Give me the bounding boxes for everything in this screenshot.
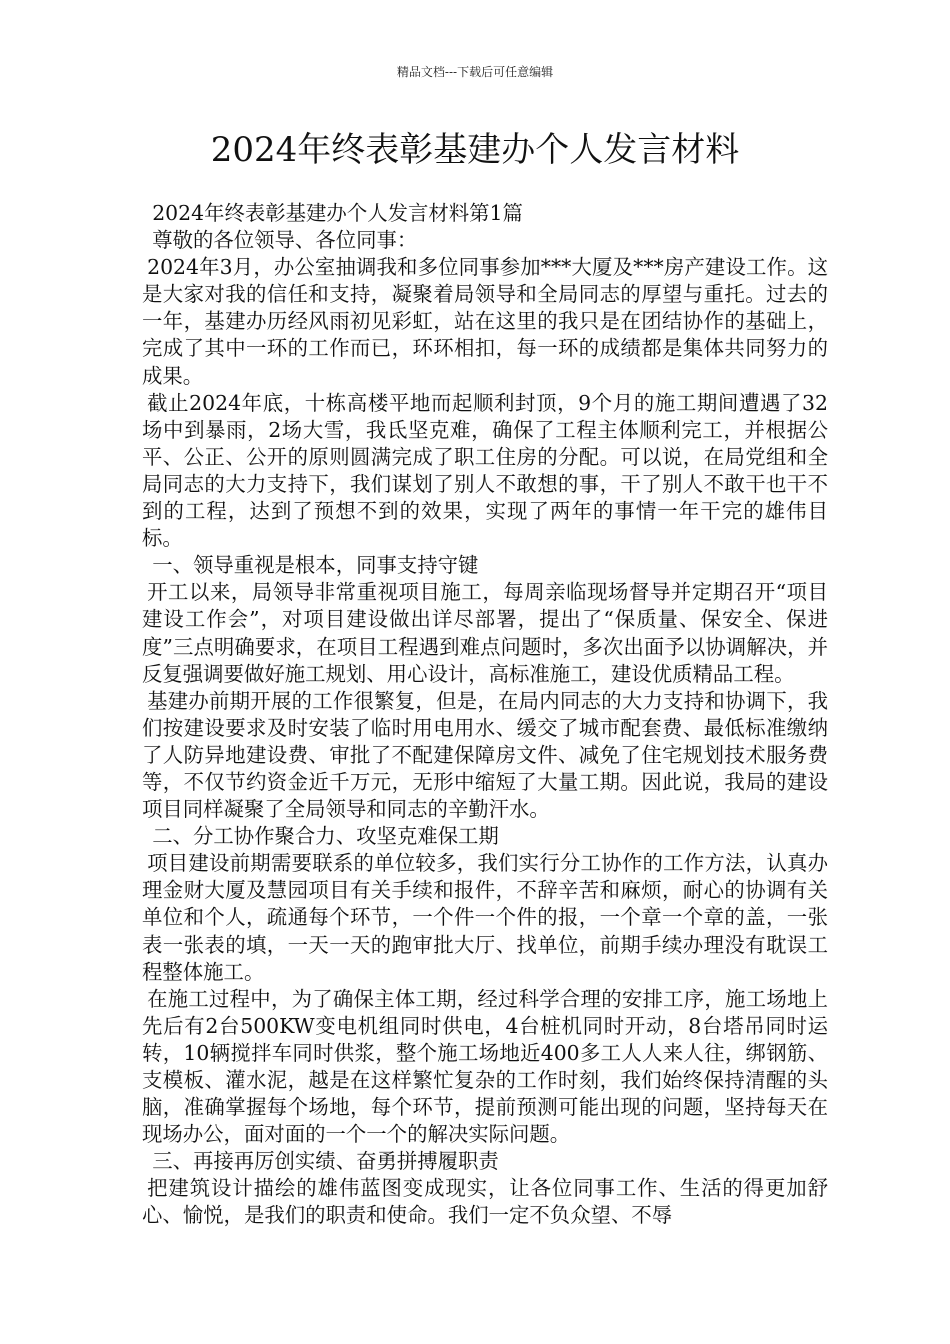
section-heading: 一、领导重视是根本，同事支持守键 (152, 553, 479, 578)
paragraph: 开工以来，局领导非常重视项目施工，每周亲临现场督导并定期召开“项目建设工作会”，对项目建设做出详尽部署，提出了“保质量、保安全、保进度”三点明确要求，在项目工程遇到难点问题时，多次出面予以协调解决，并反复强调要做好施工规划、用心设计，高标准施工，建设优质精品工程。 (142, 580, 828, 686)
section-heading: 二、分工协作聚合力、攻坚克难保工期 (152, 824, 499, 849)
section-subtitle: 2024年终表彰基建办个人发言材料第1篇 (152, 201, 523, 225)
paragraph: 截止2024年底，十栋高楼平地而起顺利封顶，9个月的施工期间遭遇了32场中到暴雨，2场大雪，我氐坚克难，确保了工程主体顺利完工，并根据公平、公正、公开的原则圆满完成了职工住房的分配。可以说，在局党组和全局同志的大力支持下，我们谋划了别人不敢想的事，干了别人不敢干也干不到的工程，达到了预想不到的效果，实现了两年的事情一年干完的雄伟目标。 (142, 390, 828, 551)
paragraph: 基建办前期开展的工作很繁复，但是，在局内同志的大力支持和协调下，我们按建设要求及时安装了临时用电用水、缓交了城市配套费、最低标准缴纳了人防异地建设费、审批了不配建保障房文件、减免了住宅规划技术服务费等，不仅节约资金近千万元，无形中缩短了大量工期。因此说，我局的建设项目同样凝聚了全局领导和同志的辛勤汗水。 (142, 688, 828, 822)
document-title: 2024年终表彰基建办个人发言材料 (210, 130, 740, 170)
section-heading: 三、再接再厉创实绩、奋勇拼搏履职责 (152, 1149, 499, 1174)
document-body (142, 200, 828, 1230)
paragraph: 2024年3月，办公室抽调我和多位同事参加***大厦及***房产建设工作。这是大家对我的信任和支持，凝聚着局领导和全局同志的厚望与重托。过去的一年，基建办历经风雨初见彩虹，站在这里的我只是在团结协作的基础上，完成了其中一环的工作而已，环环相扣，每一环的成绩都是集体共同努力的成果。 (142, 255, 828, 388)
header-note: 精品文档---下载后可任意编辑 (396, 65, 554, 79)
paragraph: 在施工过程中，为了确保主体工期，经过科学合理的安排工序，施工场地上先后有2台500KW变电机组同时供电，4台桩机同时开动，8台塔吊同时运转，10辆搅拌车同时供浆，整个施工场地近400多工人人来人往，绑钢筋、支模板、灌水泥，越是在这样繁忙复杂的工作时刻，我们始终保持清醒的头脑，准确掌握每个场地，每个环节，提前预测可能出现的问题，坚持每天在现场办公，面对面的一个一个的解决实际问题。 (142, 986, 828, 1147)
salutation: 尊敬的各位领导、各位同事： (152, 228, 418, 253)
paragraph: 把建筑设计描绘的雄伟蓝图变成现实，让各位同事工作、生活的得更加舒心、愉悦，是我们的职责和使命。我们一定不负众望、不辱 (142, 1176, 828, 1228)
paragraph: 项目建设前期需要联系的单位较多，我们实行分工协作的工作方法，认真办理金财大厦及慧园项目有关手续和报件，不辞辛苦和麻烦，耐心的协调有关单位和个人，疏通每个环节，一个件一个件的报，一个章一个章的盖，一张表一张表的填，一天一天的跑审批大厅、找单位，前期手续办理没有耽误工程整体施工。 (142, 851, 828, 984)
